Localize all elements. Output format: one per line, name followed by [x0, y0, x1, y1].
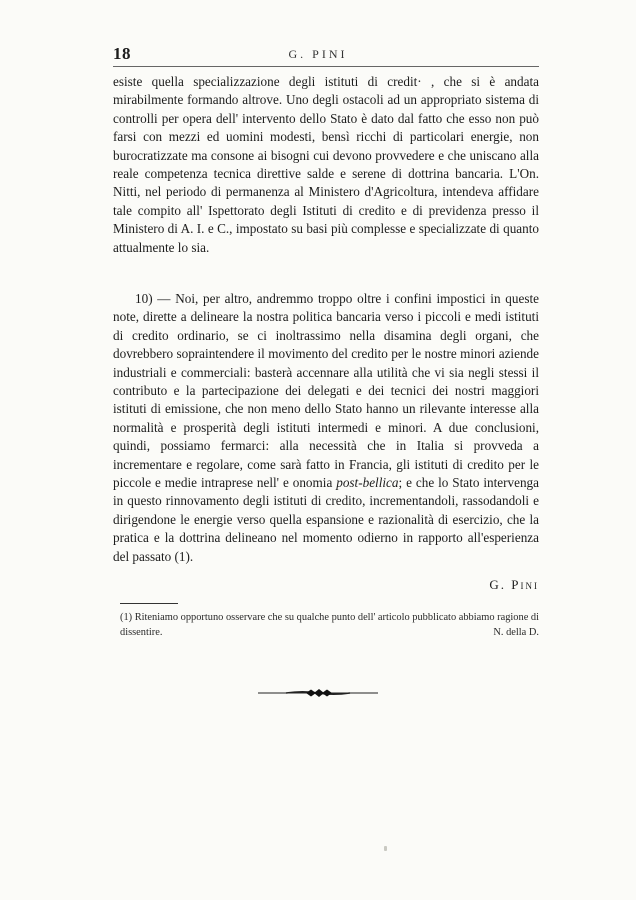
- footnote-rule: [120, 603, 178, 604]
- paragraph-2-part-1: 10) — Noi, per altro, andremmo troppo oltre i confini impostici in queste note, dirette a delineare la nostra politica bancaria verso i piccoli e medi istituti di credito ordinario, se ci inoltrassimo nella disamina degli organi, che dovrebbero sopraintendere il movimento del credito per le nostre minori aziende industriali e commerciali: basterà accennare alla utilità che vi sia negli stessi il contributo e la partecipazione dei delegati e dei tecnici dei nostri maggiori istituti di emissione, che non meno dello Stato hanno un rilevante interesse alla normalità e prosperità degli istituti intermedi e minori. A due conclusioni, quindi, possiamo fermarci: alla necessità che in Italia si provveda a incrementare e regolare, come sarà fatto in Francia, gli istituti di credito per le piccole e medie intraprese nell' e onomia: [113, 291, 539, 491]
- paragraph-1-text: esiste quella specializzazione degli istituti di credit· , che si è andata mirabilmente formando altrove. Uno degli ostacoli ad un appropriato sistema di controlli per opera dell' intervento dello Stato è dato dal fatto che esso non può farsi con mezzi ed uomini modesti, bensì ricchi di particolari energie, non burocratizzate ma consone ai bisogni cui devono provvedere e che uniscano alla reale competenza tecnica direttive salde e serene di dottrina bancaria. L'On. Nitti, nel periodo di permanenza al Ministero d'Agricoltura, intendeva affidare tale compito all' Ispettorato degli Istituti di credito e di previdenza presso il Ministero di A. I. e C., impostato su basi più complesse e specializzate di quanto attualmente lo sia.: [113, 74, 539, 255]
- header-rule: [113, 66, 539, 67]
- footnote: [120, 610, 539, 640]
- paragraph-2-part-2: ; e che lo Stato intervenga in questo rinnovamento degli istituti di credito, incrementandoli, rassodandoli e dirigendone le energie verso quella espansione e razionalità di esercizio, che la pratica e la dottrina delineano nel momento odierno in rapporto all'esperienza del passato (1).: [113, 475, 539, 564]
- tailpiece-ornament-icon: [258, 686, 378, 700]
- running-head: G. PINI: [288, 47, 348, 61]
- footnote-credit: N. della D.: [493, 627, 539, 638]
- paragraph-2-emphasis: post-bellica: [336, 475, 399, 491]
- paragraph-2-text: [113, 290, 539, 566]
- body-paragraph-1: [113, 73, 539, 257]
- page-number: 18: [113, 44, 131, 63]
- paper-speck: [384, 846, 387, 851]
- author-signature: G. Pini: [489, 577, 539, 592]
- footnote-text: (1) Riteniamo opportuno osservare che su qualche punto dell' articolo pubblicato abbiamo ragione di dissentire.: [120, 612, 539, 638]
- body-paragraph-2: [113, 290, 539, 566]
